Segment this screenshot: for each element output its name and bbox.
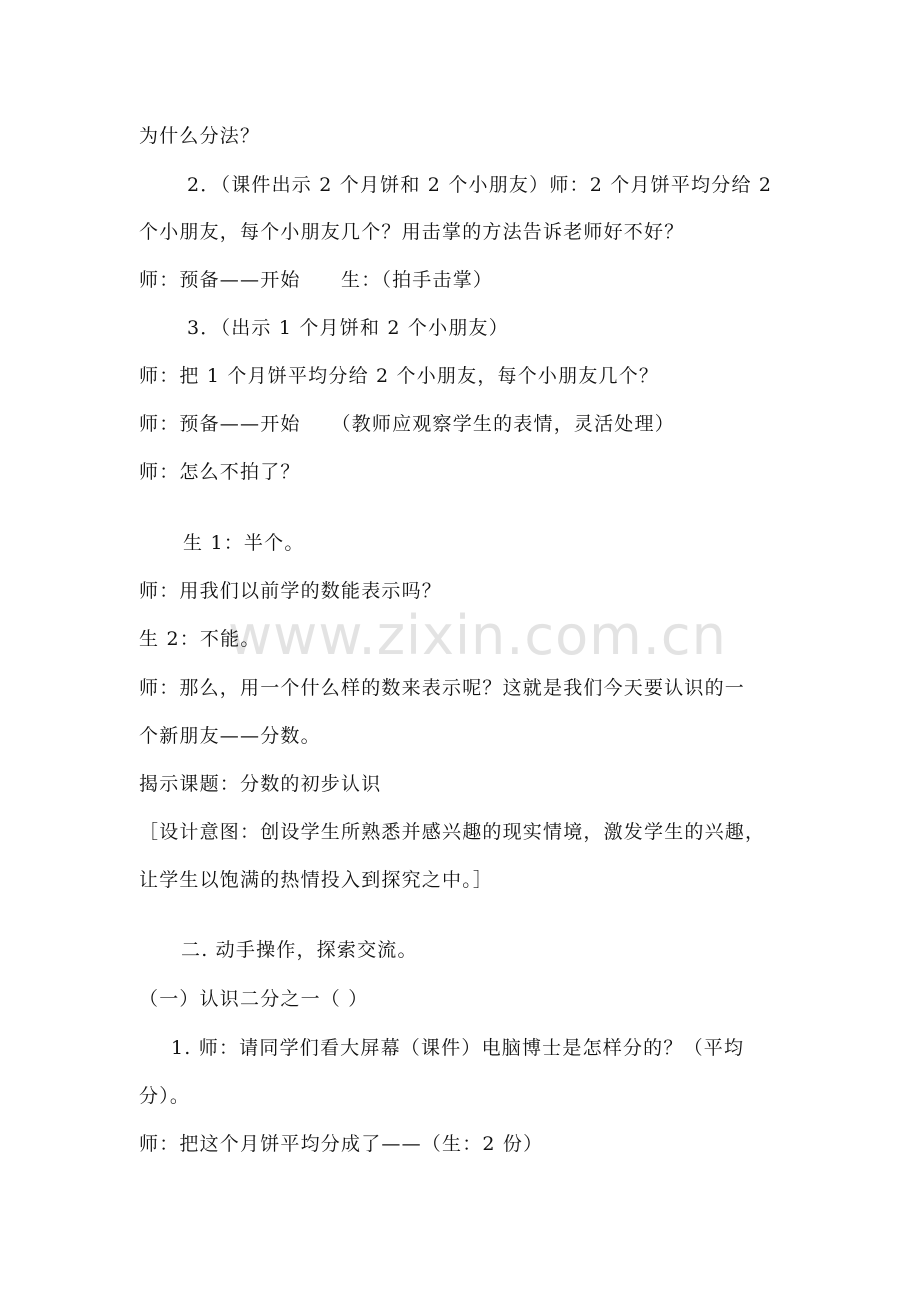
text-line-7: 师：预备——开始 （教师应观察学生的表情，灵活处理） — [139, 413, 675, 435]
text-line-18: （一）认识二分之一（ ） — [139, 988, 369, 1010]
text-line-16: 让学生以饱满的热情投入到探究之中。］ — [139, 869, 494, 891]
text-line-8: 师：怎么不拍了？ — [139, 461, 301, 483]
text-line-1: 为什么分法？ — [139, 125, 261, 147]
text-line-15: ［设计意图：创设学生所熟悉并感兴趣的现实情境，激发学生的兴趣， — [139, 821, 766, 843]
text-line-14: 揭示课题：分数的初步认识 — [139, 773, 382, 795]
text-line-5: 3．（出示 1 个月饼和 2 个小朋友） — [187, 317, 509, 339]
text-line-3: 个小朋友，每个小朋友几个？用击掌的方法告诉老师好不好？ — [139, 221, 685, 243]
text-line-20: 分）。 — [139, 1085, 191, 1107]
text-line-12: 师：那么，用一个什么样的数来表示呢？这就是我们今天要认识的一 — [139, 677, 746, 699]
text-line-2: 2．（课件出示 2 个月饼和 2 个小朋友）师：2 个月饼平均分给 2 — [187, 174, 773, 196]
text-line-10: 师：用我们以前学的数能表示吗？ — [139, 580, 443, 602]
text-line-6: 师：把 1 个月饼平均分给 2 个小朋友，每个小朋友几个？ — [139, 365, 660, 387]
watermark: www.zixin.com.cn — [228, 604, 727, 667]
text-line-9: 生 1：半个。 — [183, 532, 305, 554]
text-line-4: 师：预备——开始 生：（拍手击掌） — [139, 269, 494, 291]
text-line-21: 师：把这个月饼平均分成了——（生：2 份） — [139, 1133, 544, 1155]
text-line-11: 生 2：不能。 — [139, 628, 261, 650]
text-line-17: 二. 动手操作，探索交流。 — [181, 939, 418, 961]
text-line-13: 个新朋友——分数。 — [139, 725, 321, 747]
text-line-19: 1. 师：请同学们看大屏幕（课件）电脑博士是怎样分的？（平均 — [171, 1037, 745, 1059]
